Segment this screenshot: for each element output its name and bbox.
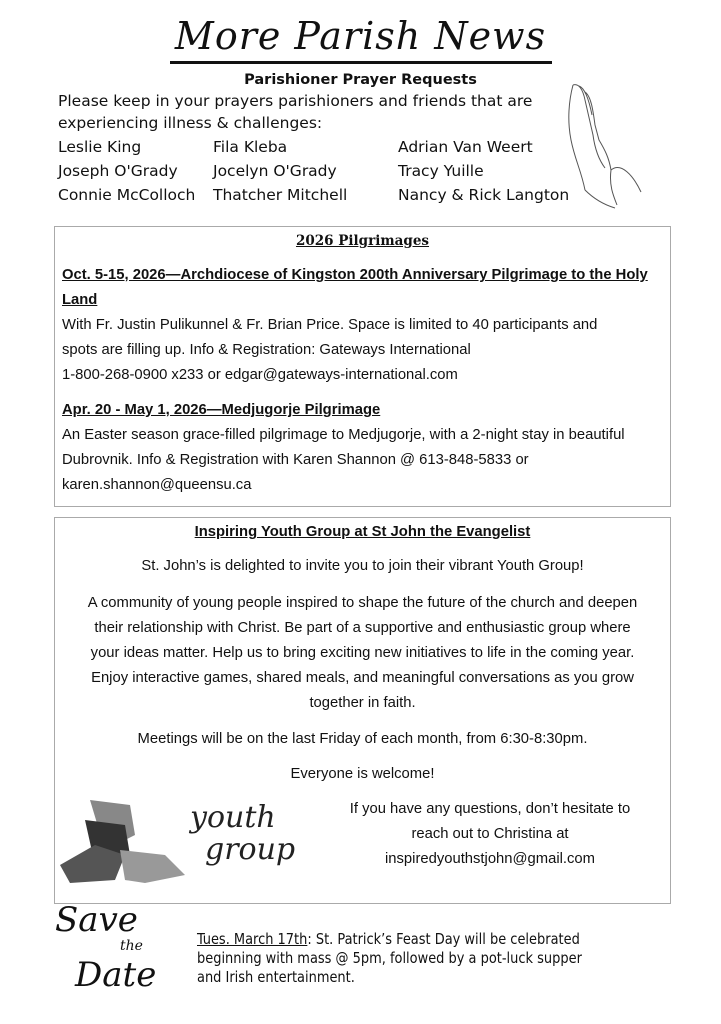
youth-logo-text: youth: [190, 800, 276, 835]
save-the-date-logo: Date: [75, 955, 157, 995]
youth-logo-text: group: [205, 832, 296, 867]
youth-welcome: Everyone is welcome!: [290, 766, 435, 782]
youth-paragraph-line: together in faith.: [309, 695, 416, 711]
prayer-name: Tracy Yuille: [398, 162, 484, 180]
praying-hands-icon: [565, 80, 643, 210]
pilgrimage-text: Dubrovnik. Info & Registration with Karen Shannon @ 613-848-5833 or: [62, 452, 529, 468]
youth-paragraph-line: Enjoy interactive games, shared meals, and meaningful conversations as you grow: [91, 670, 634, 686]
joined-hands-logo: [55, 795, 195, 885]
save-the-date-logo: the: [120, 938, 143, 954]
youth-heading: Inspiring Youth Group at St John the Evangelist: [194, 524, 531, 540]
youth-paragraph-line: their relationship with Christ. Be part of a supportive and enthusiastic group where: [94, 620, 631, 636]
event-text: and Irish entertainment.: [197, 968, 355, 986]
pilgrimage-contact: karen.shannon@queensu.ca: [62, 477, 252, 493]
prayer-name: Adrian Van Weert: [398, 138, 533, 156]
pilgrimages-heading: 2026 Pilgrimages: [295, 233, 430, 249]
event-line: [197, 930, 580, 948]
save-the-date-logo: Save: [55, 900, 138, 940]
event-text: beginning with mass @ 5pm, followed by a pot-luck supper: [197, 949, 582, 967]
prayer-intro: experiencing illness & challenges:: [58, 114, 323, 132]
prayer-name: Leslie King: [58, 138, 142, 156]
prayer-heading: Parishioner Prayer Requests: [244, 72, 477, 88]
title-underline: [170, 61, 552, 64]
youth-invite: St. John’s is delighted to invite you to join their vibrant Youth Group!: [141, 558, 584, 574]
prayer-name: Joseph O'Grady: [58, 162, 178, 180]
youth-contact-line: If you have any questions, don’t hesitate to: [349, 801, 631, 817]
pilgrimage-title: Apr. 20 - May 1, 2026—Medjugorje Pilgrimage: [62, 402, 381, 418]
event-date: Tues. March 17th: [197, 930, 308, 948]
prayer-name: Connie McColloch: [58, 186, 196, 204]
youth-paragraph-line: your ideas matter. Help us to bring exciting new initiatives to life in the coming year.: [90, 645, 635, 661]
page-title: More Parish News: [174, 14, 547, 58]
prayer-name: Thatcher Mitchell: [213, 186, 348, 204]
youth-contact-line: inspiredyouthstjohn@gmail.com: [385, 851, 595, 867]
prayer-intro: Please keep in your prayers parishioners and friends that are: [58, 92, 533, 110]
pilgrimage-text: With Fr. Justin Pulikunnel & Fr. Brian Price. Space is limited to 40 participants and: [62, 317, 598, 333]
pilgrimage-title: Oct. 5-15, 2026—Archdiocese of Kingston 200th Anniversary Pilgrimage to the Holy: [62, 267, 648, 283]
prayer-name: Fila Kleba: [213, 138, 288, 156]
prayer-name: Nancy & Rick Langton: [398, 186, 570, 204]
pilgrimage-text: An Easter season grace-filled pilgrimage to Medjugorje, with a 2-night stay in beautiful: [62, 427, 625, 443]
youth-meetings: Meetings will be on the last Friday of each month, from 6:30-8:30pm.: [137, 731, 588, 747]
youth-paragraph-line: A community of young people inspired to shape the future of the church and deepen: [87, 595, 638, 611]
pilgrimage-text: spots are filling up. Info & Registration: Gateways International: [62, 342, 471, 358]
event-text: : St. Patrick’s Feast Day will be celebrated: [307, 930, 580, 948]
pilgrimage-title: Land: [62, 292, 98, 308]
pilgrimage-contact: 1-800-268-0900 x233 or edgar@gateways-international.com: [62, 367, 458, 383]
prayer-name: Jocelyn O'Grady: [213, 162, 337, 180]
youth-contact-line: reach out to Christina at: [411, 826, 569, 842]
